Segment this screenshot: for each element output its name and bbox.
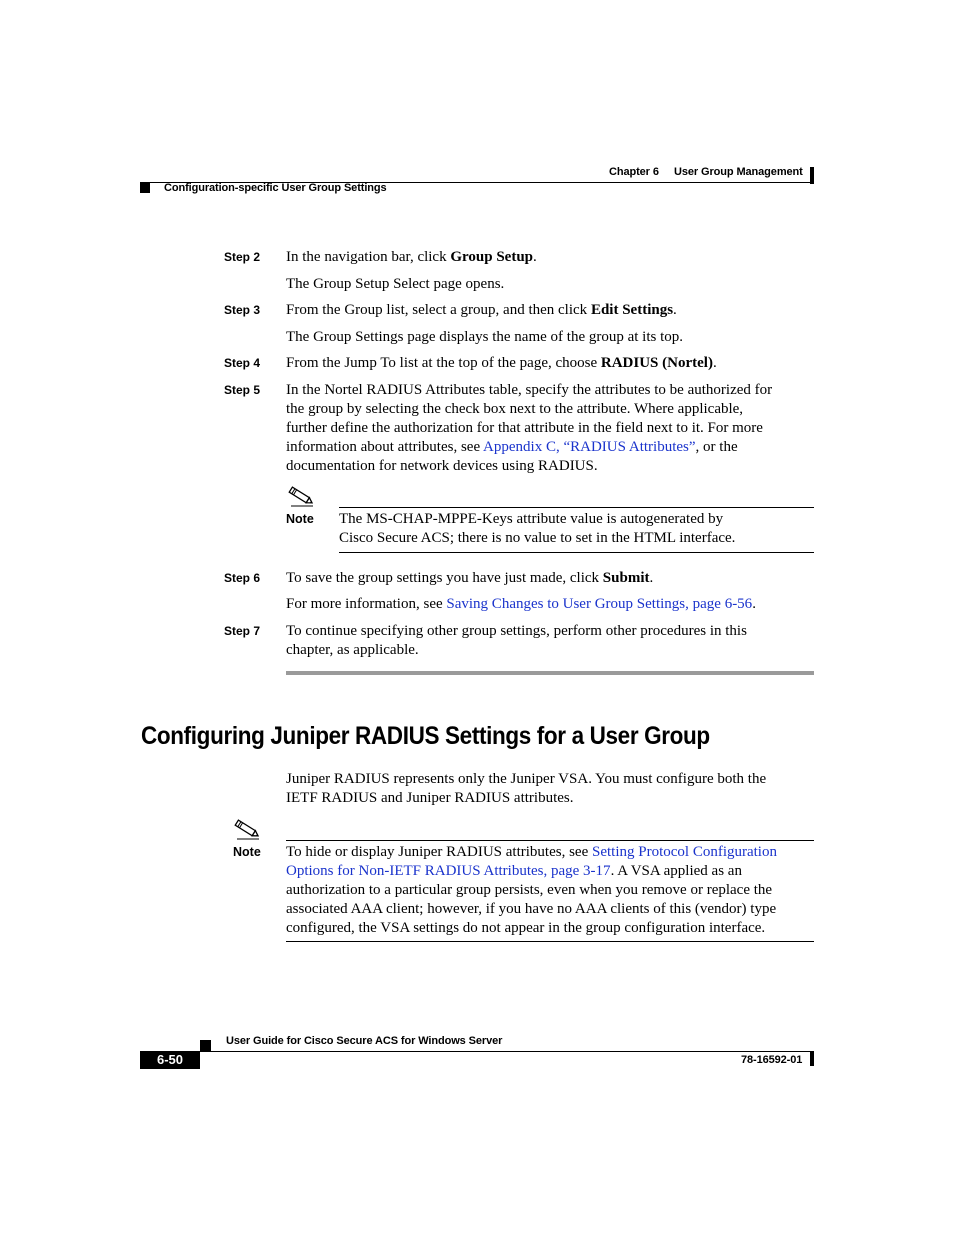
step-text-post: . — [673, 302, 677, 318]
text-line: further define the authorization for that attribute in the field next to it. For more — [286, 420, 763, 436]
text-fragment: To hide or display Juniper RADIUS attributes, see — [286, 844, 592, 860]
text-fragment: , or the — [695, 439, 738, 455]
note-top-rule — [339, 507, 814, 508]
text-line: configured, the VSA settings do not appear in the group configuration interface. — [286, 920, 766, 936]
intro-paragraph — [286, 770, 766, 808]
footer-bar-right — [810, 1051, 814, 1066]
step-text-post: . — [712, 355, 717, 371]
ui-term: Group Setup — [450, 249, 534, 265]
note-text — [339, 510, 735, 548]
chapter-number: Chapter 6 — [609, 166, 659, 178]
step-text — [286, 622, 747, 660]
text-line — [286, 862, 816, 881]
step-text-pre: To save the group settings you have just made, click — [286, 570, 603, 586]
text-line — [286, 843, 816, 862]
step-more-info — [286, 595, 756, 614]
step-text — [286, 569, 653, 588]
step-text — [286, 381, 816, 476]
text-line: To continue specifying other group settings, perform other procedures in this — [286, 623, 747, 639]
note-text — [286, 843, 816, 938]
procedure-end-bar — [286, 671, 814, 675]
step-text-pre: In the navigation bar, click — [286, 249, 451, 265]
ui-term: Submit — [602, 570, 650, 586]
text-line: authorization to a particular group persists, even when you remove or replace the — [286, 882, 773, 898]
protocol-config-link[interactable]: Options for Non-IETF RADIUS Attributes, page 3-17 — [286, 863, 611, 879]
header-block-left — [140, 182, 150, 193]
text-line: documentation for network devices using RADIUS. — [286, 458, 598, 474]
guide-title: User Guide for Cisco Secure ACS for Windows Server — [226, 1035, 503, 1047]
saving-changes-link[interactable]: Saving Changes to User Group Settings, page 6-56 — [446, 596, 753, 612]
text-line: Juniper RADIUS represents only the Juniper VSA. You must configure both the — [286, 771, 767, 787]
note-top-rule — [286, 840, 814, 841]
step-text — [286, 301, 677, 320]
step-result: The Group Setup Select page opens. — [286, 276, 505, 292]
section-running-head: Configuration-specific User Group Settings — [164, 182, 387, 194]
text-fragment: information about attributes, see — [286, 439, 484, 455]
step-text-pre: From the Jump To list at the top of the page, choose — [286, 355, 601, 371]
section-heading: Configuring Juniper RADIUS Settings for a User Group — [141, 722, 710, 750]
step-label: Step 5 — [224, 383, 261, 397]
step-text — [286, 354, 717, 373]
pencil-icon — [233, 817, 261, 841]
appendix-link[interactable]: Appendix C, “RADIUS Attributes” — [483, 439, 696, 455]
step-text-pre: From the Group list, select a group, and then click — [286, 302, 591, 318]
text-line: Cisco Secure ACS; there is no value to set in the HTML interface. — [339, 530, 736, 546]
footer-block — [200, 1040, 211, 1051]
step-label: Step 2 — [224, 250, 261, 264]
text-fragment: For more information, see — [286, 596, 447, 612]
text-fragment: . — [752, 596, 756, 612]
text-line: The MS-CHAP-MPPE-Keys attribute value is autogenerated by — [339, 511, 724, 527]
step-label: Step 4 — [224, 356, 261, 370]
text-line: In the Nortel RADIUS Attributes table, specify the attributes to be authorized for — [286, 382, 773, 398]
note-label: Note — [233, 845, 261, 859]
text-line: chapter, as applicable. — [286, 642, 419, 658]
step-result: The Group Settings page displays the name of the group at its top. — [286, 329, 684, 345]
note-label: Note — [286, 512, 314, 526]
ui-term: RADIUS (Nortel) — [600, 355, 713, 371]
step-label: Step 6 — [224, 571, 261, 585]
footer-rule — [140, 1051, 814, 1052]
step-text-post: . — [533, 249, 537, 265]
step-label: Step 3 — [224, 303, 261, 317]
text-line: the group by selecting the check box next to the attribute. Where applicable, — [286, 401, 744, 417]
page-number: 6-50 — [140, 1051, 200, 1069]
step-label: Step 7 — [224, 624, 261, 638]
pencil-icon — [287, 484, 315, 508]
note-bottom-rule — [286, 941, 814, 942]
chapter-title: User Group Management — [674, 166, 803, 178]
step-text-post: . — [649, 570, 654, 586]
ui-term: Edit Settings — [590, 302, 674, 318]
step-text — [286, 248, 537, 267]
text-line: associated AAA client; however, if you have no AAA clients of this (vendor) type — [286, 901, 777, 917]
document-number: 78-16592-01 — [741, 1054, 803, 1066]
note-bottom-rule — [339, 552, 814, 553]
text-line — [286, 438, 816, 457]
text-fragment: . A VSA applied as an — [610, 863, 742, 879]
text-line: IETF RADIUS and Juniper RADIUS attributes. — [286, 790, 574, 806]
protocol-config-link[interactable]: Setting Protocol Configuration — [591, 844, 777, 860]
